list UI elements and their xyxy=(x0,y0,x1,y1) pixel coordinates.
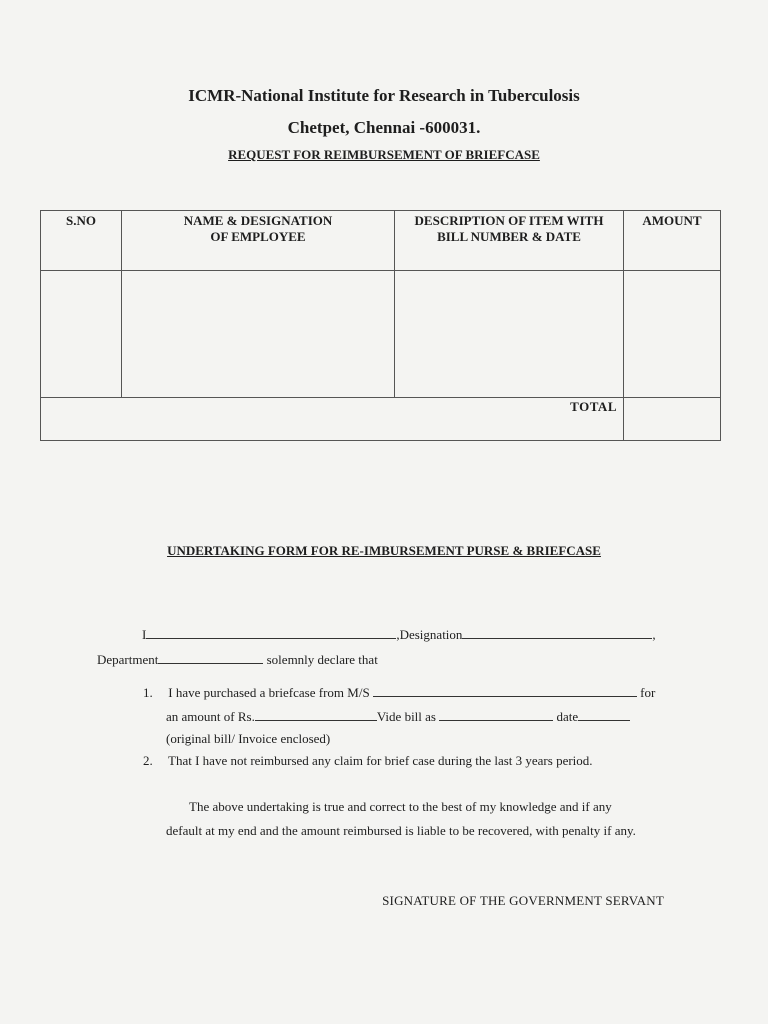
declaration-line-department xyxy=(97,651,378,668)
institute-name: ICMR-National Institute for Research in Tuberculosis xyxy=(188,86,580,105)
cell-amount[interactable] xyxy=(624,271,721,398)
department-field[interactable] xyxy=(158,651,263,664)
column-header-description-line1: DESCRIPTION OF ITEM WITH xyxy=(414,213,604,228)
institute-address: Chetpet, Chennai -600031. xyxy=(287,118,481,137)
amount-field[interactable] xyxy=(255,708,377,721)
item-1-number: 1. xyxy=(143,685,153,700)
total-row xyxy=(41,398,721,441)
column-header-description-line2: BILL NUMBER & DATE xyxy=(437,229,581,244)
cell-total-amount[interactable] xyxy=(624,398,721,441)
declaration-line-name xyxy=(142,626,656,643)
column-header-name-designation xyxy=(122,211,395,271)
form-title: REQUEST FOR REIMBURSEMENT OF BRIEFCASE xyxy=(228,147,540,162)
list-item-1 xyxy=(143,684,655,701)
amount-label: an amount of Rs. xyxy=(166,709,255,724)
column-header-name-line1: NAME & DESIGNATION xyxy=(183,213,333,228)
vide-bill-label: Vide bill as xyxy=(376,709,436,724)
cell-name-designation[interactable] xyxy=(122,271,395,398)
pronoun-label: I xyxy=(142,627,147,642)
declaration-text-line1: The above undertaking is true and correct to the best of my knowledge and if any xyxy=(189,799,612,814)
list-item-2 xyxy=(143,753,593,769)
undertaking-title: UNDERTAKING FORM FOR RE-IMBURSEMENT PURSE & BRIEFCASE xyxy=(167,543,601,558)
name-field[interactable] xyxy=(146,626,396,639)
table-header-row xyxy=(41,211,721,271)
date-field[interactable] xyxy=(578,708,630,721)
column-header-name-line2: OF EMPLOYEE xyxy=(210,229,306,244)
table-row xyxy=(41,271,721,398)
department-label: Department xyxy=(97,652,159,667)
list-item-1-amount-line xyxy=(166,708,630,725)
vendor-field[interactable] xyxy=(373,684,637,697)
total-label: TOTAL xyxy=(41,398,624,441)
for-label: for xyxy=(640,685,656,700)
designation-field[interactable] xyxy=(462,626,652,639)
solemnly-declare-text: solemnly declare that xyxy=(266,652,378,667)
line-end-comma: , xyxy=(652,627,656,642)
designation-label: ,Designation xyxy=(396,627,463,642)
item-1-text: I have purchased a briefcase from M/S xyxy=(168,685,370,700)
signature-label: SIGNATURE OF THE GOVERNMENT SERVANT xyxy=(382,893,664,908)
column-header-sno: S.NO xyxy=(41,211,122,271)
reimbursement-table xyxy=(40,210,721,441)
bill-number-field[interactable] xyxy=(439,708,553,721)
column-header-description xyxy=(395,211,624,271)
cell-sno[interactable] xyxy=(41,271,122,398)
item-2-number: 2. xyxy=(143,753,153,768)
date-label: date xyxy=(556,709,579,724)
cell-description[interactable] xyxy=(395,271,624,398)
declaration-text-line2: default at my end and the amount reimbursed is liable to be recovered, with penalty if any. xyxy=(166,823,636,838)
invoice-note: (original bill/ Invoice enclosed) xyxy=(166,731,331,746)
item-2-text: That I have not reimbursed any claim for brief case during the last 3 years period. xyxy=(168,753,593,768)
column-header-amount: AMOUNT xyxy=(624,211,721,271)
